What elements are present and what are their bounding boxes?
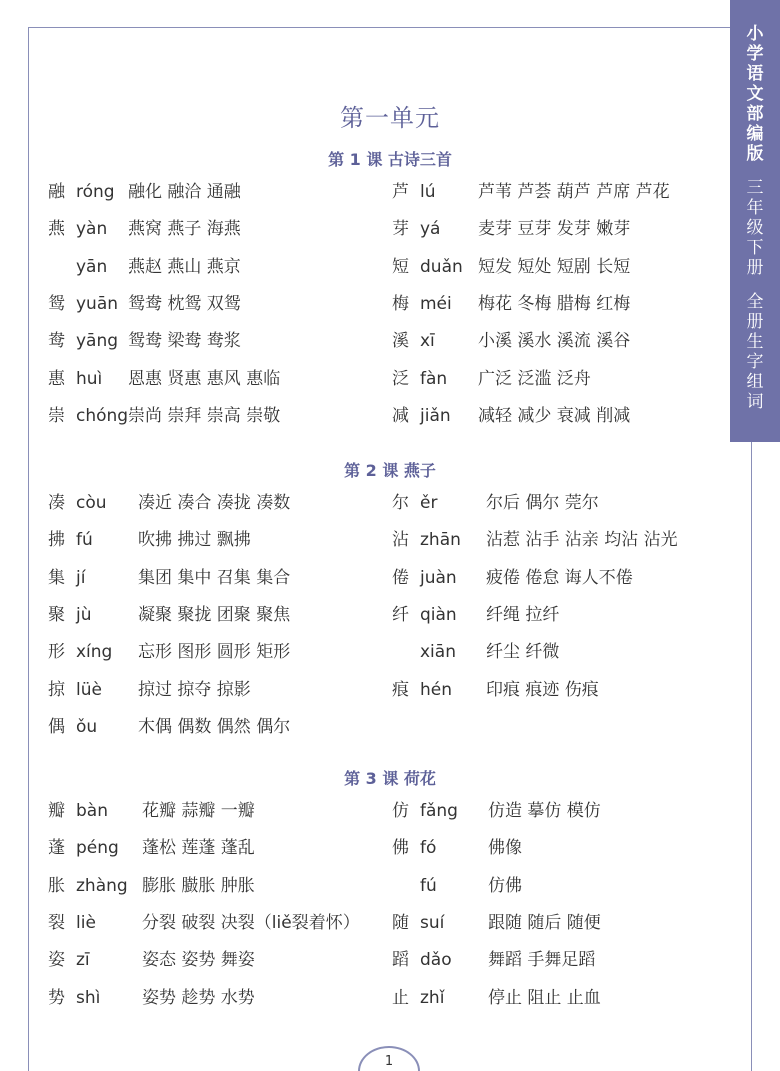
- pinyin: duǎn: [420, 256, 463, 277]
- character: 胀: [48, 875, 65, 896]
- character-entry: [48, 178, 378, 206]
- unit-title: 第一单元: [340, 104, 440, 132]
- word-list: 恩惠 贤惠 惠风 惠临: [128, 368, 281, 389]
- word-list: 分裂 破裂 决裂（liě裂着怀）: [142, 912, 360, 933]
- word-list: 麦芽 豆芽 发芽 嫩芽: [478, 219, 631, 240]
- word-list: 膨胀 臌胀 肿胀: [142, 875, 255, 896]
- character-entry: [48, 872, 378, 900]
- pinyin: fó: [420, 838, 437, 859]
- character-entry: [392, 327, 722, 355]
- word-list: 凝聚 聚拢 团聚 聚焦: [138, 604, 291, 625]
- character: 燕: [48, 219, 65, 240]
- character: 蹈: [392, 950, 409, 971]
- pinyin: bàn: [76, 801, 108, 821]
- pinyin: yān: [76, 256, 108, 277]
- character-entry: [392, 215, 722, 243]
- word-list: 仿佛: [488, 875, 522, 896]
- character-entry: [48, 253, 378, 281]
- pinyin: fú: [76, 530, 93, 551]
- word-list: 疲倦 倦怠 诲人不倦: [486, 567, 633, 588]
- character: 凑: [48, 493, 65, 513]
- pinyin: yá: [420, 219, 441, 240]
- pinyin: xíng: [76, 642, 113, 663]
- character-entry: [392, 526, 722, 554]
- word-list: 芦苇 芦荟 葫芦 芦席 芦花: [478, 182, 670, 202]
- character-entry: [392, 253, 722, 281]
- character: 溪: [392, 331, 409, 352]
- pinyin: suí: [420, 912, 445, 933]
- character: 尔: [392, 493, 409, 513]
- character-entry: [48, 984, 378, 1012]
- character-entry: [48, 909, 378, 937]
- character: 集: [48, 567, 65, 588]
- word-list: 吹拂 拂过 飘拂: [138, 530, 251, 551]
- lesson-title: 第 1 课 古诗三首: [328, 150, 452, 169]
- pinyin: xī: [420, 331, 435, 352]
- word-list: 木偶 偶数 偶然 偶尔: [138, 716, 291, 737]
- character: 鸳: [48, 293, 65, 314]
- pinyin: jí: [76, 567, 86, 588]
- pinyin: zhān: [420, 530, 461, 551]
- word-list: 梅花 冬梅 腊梅 红梅: [478, 293, 631, 314]
- character: 梅: [392, 293, 409, 314]
- character: 止: [392, 987, 409, 1008]
- character-entry: [392, 290, 722, 318]
- pinyin: ǒu: [76, 716, 98, 737]
- pinyin: fǎng: [420, 801, 458, 821]
- character-entry: [48, 526, 378, 554]
- character: 惠: [48, 368, 65, 389]
- character: 沾: [392, 530, 409, 551]
- character-entry: [392, 909, 722, 937]
- character: 姿: [48, 950, 65, 971]
- character: 仿: [392, 801, 409, 821]
- character: 纤: [392, 604, 409, 625]
- lesson-title: 第 2 课 燕子: [344, 461, 436, 480]
- word-list: 沾惹 沾手 沾亲 均沾 沾光: [486, 530, 678, 551]
- character: 芽: [392, 219, 409, 240]
- word-list: 纤绳 拉纤: [486, 604, 560, 625]
- word-list: 短发 短处 短剧 长短: [478, 256, 631, 277]
- character-entry: [48, 402, 378, 430]
- character-entry: [392, 638, 722, 666]
- character-entry: [392, 984, 722, 1012]
- pinyin: lú: [420, 182, 436, 202]
- character: 芦: [392, 182, 409, 202]
- pinyin: jiǎn: [420, 405, 451, 426]
- character-entry: [392, 676, 722, 704]
- pinyin: méi: [420, 293, 452, 314]
- character-entry: [48, 564, 378, 592]
- word-list: 花瓣 蒜瓣 一瓣: [142, 801, 255, 821]
- pinyin: juàn: [420, 567, 457, 588]
- character-entry: [392, 564, 722, 592]
- word-list: 姿态 姿势 舞姿: [142, 950, 255, 971]
- pinyin: fàn: [420, 368, 448, 389]
- word-list: 鸳鸯 枕鸳 双鸳: [128, 293, 241, 314]
- word-list: 燕窝 燕子 海燕: [128, 219, 241, 240]
- pinyin: dǎo: [420, 950, 452, 971]
- character-entry: [48, 290, 378, 318]
- word-list: 佛像: [488, 838, 522, 859]
- character-entry: [392, 365, 722, 393]
- lesson-title: 第 3 课 荷花: [344, 769, 436, 788]
- pinyin: zhàng: [76, 875, 128, 896]
- character-entry: [392, 946, 722, 974]
- character-entry: [48, 713, 378, 741]
- pinyin: ěr: [420, 493, 438, 513]
- word-list: 舞蹈 手舞足蹈: [488, 950, 596, 971]
- word-list: 纤尘 纤微: [486, 642, 560, 663]
- character-entry: [392, 178, 722, 206]
- character-entry: [392, 601, 722, 629]
- character-entry: [392, 402, 722, 430]
- pinyin: yuān: [76, 293, 119, 314]
- word-list: 停止 阻止 止血: [488, 987, 601, 1008]
- word-list: 崇尚 崇拜 崇高 崇敬: [128, 405, 281, 426]
- side-tab-subject: 全 册 生 字 组 词: [746, 292, 764, 412]
- character: 佛: [392, 838, 409, 859]
- character: 短: [392, 256, 409, 277]
- character: 泛: [392, 368, 409, 389]
- word-list: 小溪 溪水 溪流 溪谷: [478, 331, 631, 352]
- word-list: 蓬松 莲蓬 蓬乱: [142, 838, 255, 859]
- character: 随: [392, 912, 409, 933]
- pinyin: chóng: [76, 405, 129, 426]
- character-entry: [48, 797, 378, 825]
- side-tab-grade: 三 年 级 下 册: [746, 178, 764, 278]
- character-entry: [48, 215, 378, 243]
- character: 鸯: [48, 331, 65, 352]
- character: 瓣: [48, 801, 65, 821]
- character-entry: [48, 489, 378, 517]
- pinyin: liè: [76, 912, 96, 933]
- page-number: 1: [384, 1054, 394, 1069]
- word-list: 广泛 泛滥 泛舟: [478, 368, 591, 389]
- pinyin: hén: [420, 679, 453, 700]
- pinyin: qiàn: [420, 604, 457, 625]
- word-list: 仿造 摹仿 模仿: [488, 801, 601, 821]
- character: 拂: [48, 530, 65, 551]
- character: 裂: [48, 912, 65, 933]
- character: 聚: [48, 604, 65, 625]
- character-entry: [392, 872, 722, 900]
- pinyin: yàn: [76, 219, 108, 240]
- character: 倦: [392, 567, 409, 588]
- character: 蓬: [48, 838, 65, 859]
- character: 势: [48, 987, 65, 1008]
- character-entry: [48, 834, 378, 862]
- character: 偶: [48, 716, 65, 737]
- character: 掠: [48, 679, 65, 700]
- word-list: 集团 集中 召集 集合: [138, 567, 291, 588]
- pinyin: huì: [76, 368, 103, 389]
- character: 痕: [392, 679, 409, 700]
- pinyin: lüè: [76, 679, 102, 700]
- word-list: 姿势 趁势 水势: [142, 987, 255, 1008]
- character-entry: [392, 489, 722, 517]
- word-list: 忘形 图形 圆形 矩形: [138, 642, 291, 663]
- character-entry: [48, 601, 378, 629]
- character-entry: [48, 638, 378, 666]
- word-list: 凑近 凑合 凑拢 凑数: [138, 493, 291, 513]
- word-list: 减轻 减少 衰减 削减: [478, 405, 631, 426]
- character-entry: [392, 797, 722, 825]
- pinyin: fú: [420, 875, 437, 896]
- character-entry: [48, 946, 378, 974]
- word-list: 印痕 痕迹 伤痕: [486, 679, 599, 700]
- pinyin: zī: [76, 950, 90, 971]
- word-list: 燕赵 燕山 燕京: [128, 256, 241, 277]
- character: 崇: [48, 405, 65, 426]
- word-list: 鸳鸯 梁鸯 鸯浆: [128, 331, 241, 352]
- character: 融: [48, 182, 65, 202]
- pinyin: xiān: [420, 642, 456, 663]
- word-list: 尔后 偶尔 莞尔: [486, 493, 599, 513]
- character: 减: [392, 405, 409, 426]
- pinyin: péng: [76, 838, 119, 859]
- pinyin: jù: [76, 604, 92, 625]
- word-list: 融化 融洽 通融: [128, 182, 241, 202]
- pinyin: shì: [76, 987, 101, 1008]
- pinyin: còu: [76, 493, 107, 513]
- word-list: 跟随 随后 随便: [488, 912, 601, 933]
- character-entry: [48, 365, 378, 393]
- pinyin: yāng: [76, 331, 119, 352]
- pinyin: zhǐ: [420, 987, 445, 1008]
- character-entry: [48, 676, 378, 704]
- side-tab: [730, 0, 780, 442]
- character-entry: [48, 327, 378, 355]
- character-entry: [392, 834, 722, 862]
- pinyin: róng: [76, 182, 115, 202]
- character: 形: [48, 642, 65, 663]
- side-tab-publisher: 小 学 语 文 部 编 版: [746, 24, 764, 164]
- word-list: 掠过 掠夺 掠影: [138, 679, 251, 700]
